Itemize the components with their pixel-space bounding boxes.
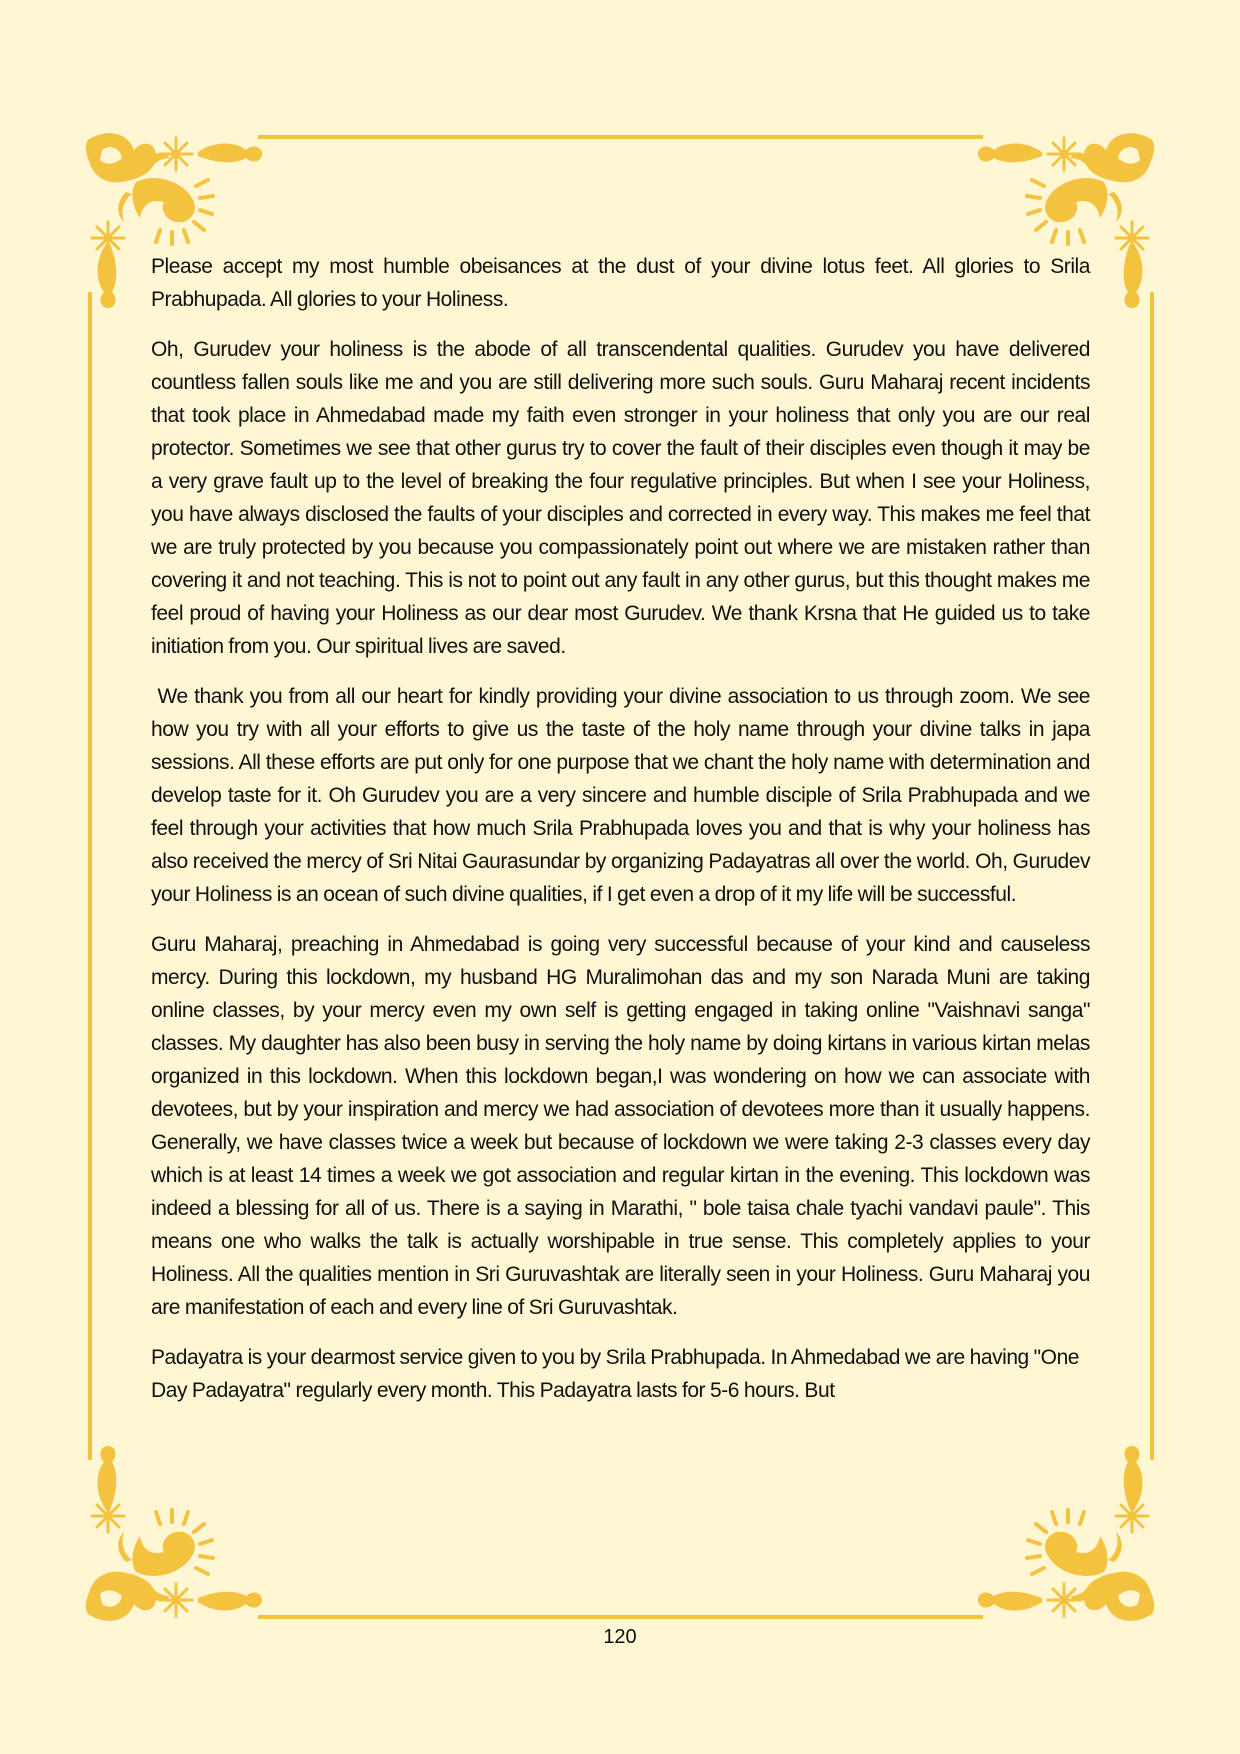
letter-body xyxy=(151,250,1095,1424)
border-line-top xyxy=(258,135,983,139)
paragraph-qualities: Oh, Gurudev your holiness is the abode of all transcendental qualities. Gurudev you have delivered countless fallen souls like me and you are still delivering more such souls. Guru Maharaj recent incidents that took place in Ahmedabad made my faith even stronger in your holiness that only you are our real protector. Sometimes we see that other gurus try to cover the fault of their disciples even though it may be a very grave fault up to the level of breaking the four regulative principles. But when I see your Holiness, you have always disclosed the faults of your disciples and corrected in every way. This makes me feel that we are truly protected by you because you compassionately point out where we are mistaken rather than covering it and not teaching. This is not to point out any fault in any other gurus, but this thought makes me feel proud of having your Holiness as our dear most Gurudev. We thank Krsna that He guided us to take initiation from you. Our spiritual lives are saved. xyxy=(151,338,1090,658)
floral-corner-ornament-icon xyxy=(76,1442,266,1632)
paragraph-preaching: Guru Maharaj, preaching in Ahmedabad is going very successful because of your kind and causeless mercy. During this lockdown, my husband HG Muralimohan das and my son Narada Muni are taking online classes, by your mercy even my own self is getting engaged in taking online "Vaishnavi sanga" classes. My daughter has also been busy in serving the holy name by doing kirtans in various kirtan melas organized in this lockdown. When this lockdown began,I was wondering on how we can associate with devotees, but by your inspiration and mercy we had association of devotees more than it usually happens. Generally, we have classes twice a week but because of lockdown we were taking 2-3 classes every day which is at least 14 times a week we got association and regular kirtan in the evening. This lockdown was indeed a blessing for all of us. There is a saying in Marathi, " bole taisa chale tyachi vandavi paule". This means one who walks the talk is actually worshipable in true sense. This completely applies to your Holiness. All the qualities mention in Sri Guruvashtak are literally seen in your Holiness. Guru Maharaj you are manifestation of each and every line of Sri Guruvashtak. xyxy=(151,933,1090,1319)
floral-corner-ornament-icon xyxy=(974,1442,1164,1632)
page-number: 120 xyxy=(603,1626,637,1648)
border-line-bottom xyxy=(258,1615,983,1619)
border-line-left xyxy=(88,292,92,1460)
paragraph-padayatra: Padayatra is your dearmost service given to you by Srila Prabhupada. In Ahmedabad we are having "One Day Padayatra" regularly every month. This Padayatra lasts for 5-6 hours. But xyxy=(151,1346,1080,1402)
paragraph-salutation: Please accept my most humble obeisances at the dust of your divine lotus feet. All glories to Srila Prabhupada. All glories to your Holiness. xyxy=(151,255,1090,311)
paragraph-association: We thank you from all our heart for kindly providing your divine association to us through zoom. We see how you try with all your efforts to give us the taste of the holy name through your divine talks in japa sessions. All these efforts are put only for one purpose that we chant the holy name with determination and develop taste for it. Oh Gurudev you are a very sincere and humble disciple of Srila Prabhupada and we feel through your activities that how much Srila Prabhupada loves you and that is why your holiness has also received the mercy of Sri Nitai Gaurasundar by organizing Padayatras all over the world. Oh, Gurudev your Holiness is an ocean of such divine qualities, if I get even a drop of it my life will be successful. xyxy=(151,685,1095,906)
border-line-right xyxy=(1150,292,1154,1460)
